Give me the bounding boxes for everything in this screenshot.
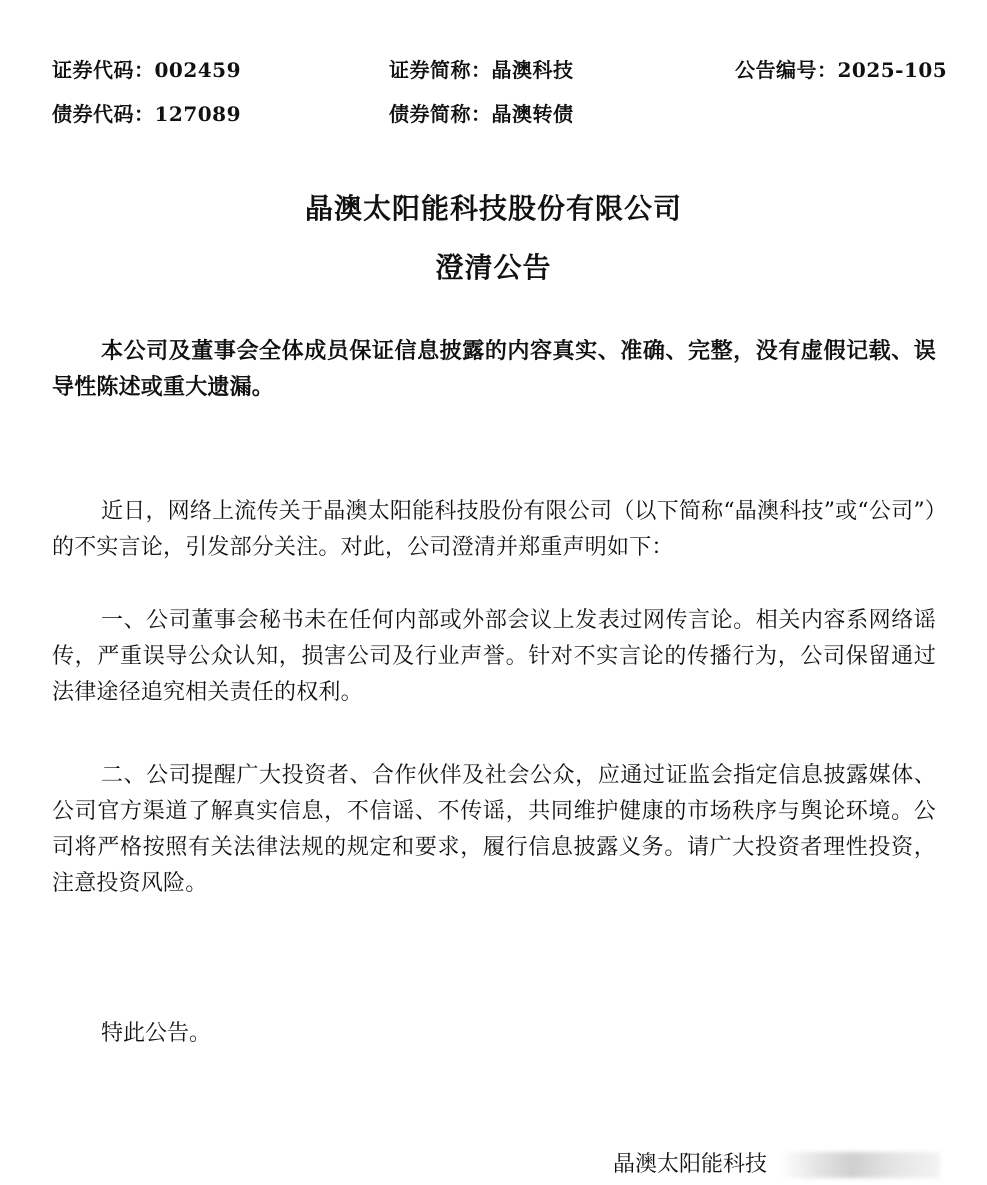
stock-code-value: 002459 [154, 58, 241, 82]
signature-company: 晶澳太阳能科技 [613, 1152, 768, 1177]
announcement-number-value: 2025-105 [837, 58, 948, 82]
redacted-overlay [780, 1152, 940, 1178]
announcement-number [735, 54, 947, 83]
announcement-number-label: 公告编号： [735, 58, 838, 82]
bond-abbr-value: 晶澳转债 [491, 102, 574, 126]
clarification-point-1: 一、公司董事会秘书未在任何内部或外部会议上发表过网传言论。相关内容系网络谣传，严重误导公众认知，损害公司及行业声誉。针对不实言论的传播行为，公司保留通过法律途径追究相关责任的权利。 [52, 608, 936, 705]
bond-abbr-label: 债券简称： [389, 102, 492, 126]
bond-code-value: 127089 [154, 102, 241, 126]
bond-code [52, 98, 241, 127]
bond-code-label: 债券代码： [52, 102, 155, 126]
stock-code-label: 证券代码： [52, 58, 155, 82]
intro-paragraph: 近日，网络上流传关于晶澳太阳能科技股份有限公司（以下简称“晶澳科技”或“公司”）的不实言论，引发部分关注。对此，公司澄清并郑重声明如下： [52, 499, 936, 560]
company-title: 晶澳太阳能科技股份有限公司 [304, 192, 682, 225]
board-statement: 本公司及董事会全体成员保证信息披露的内容真实、准确、完整，没有虚假记载、误导性陈述或重大遗漏。 [52, 338, 936, 400]
bond-abbr [389, 98, 574, 127]
stock-code [52, 54, 241, 83]
closing-statement: 特此公告。 [101, 1021, 212, 1046]
document-title: 澄清公告 [435, 251, 552, 284]
stock-abbr-value: 晶澳科技 [491, 58, 574, 82]
stock-abbr-label: 证券简称： [389, 58, 492, 82]
stock-abbr [389, 54, 574, 83]
clarification-point-2: 二、公司提醒广大投资者、合作伙伴及社会公众，应通过证监会指定信息披露媒体、公司官方渠道了解真实信息，不信谣、不传谣，共同维护健康的市场秩序与舆论环境。公司将严格按照有关法律法规的规定和要求，履行信息披露义务。请广大投资者理性投资，注意投资风险。 [52, 763, 936, 896]
